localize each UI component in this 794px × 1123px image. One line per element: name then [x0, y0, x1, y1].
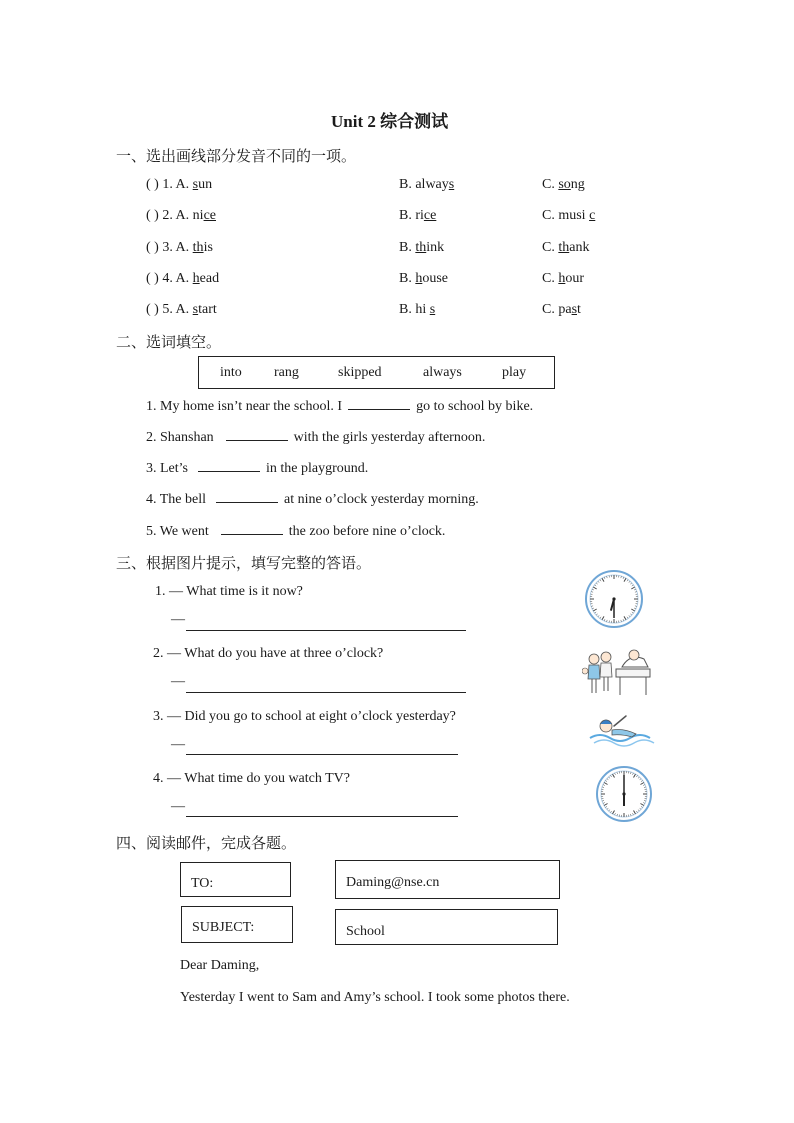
answer-paren[interactable]: ( ) — [146, 271, 159, 286]
section3-heading: 三、根据图片提示，填写完整的答语。 — [116, 556, 372, 572]
option-c-underlined: so — [558, 177, 571, 192]
fill-blank[interactable] — [348, 397, 410, 410]
option-b-pre: B. alway — [399, 177, 449, 192]
option-c-post: ank — [569, 240, 590, 255]
option-a-underlined: ce — [203, 208, 216, 223]
answer-dash: — — [171, 612, 185, 627]
fill-blank[interactable] — [226, 428, 288, 441]
option-b — [399, 177, 454, 193]
sentence-text: with the girls yesterday afternoon. — [293, 430, 486, 445]
option-b-pre: B. ri — [399, 208, 424, 223]
answer-paren[interactable]: ( ) — [146, 208, 159, 223]
option-b — [399, 271, 448, 287]
answer-dash: — — [171, 737, 185, 752]
fill-sentence — [146, 397, 533, 415]
question-4: 4. — What time do you watch TV? — [153, 771, 350, 786]
option-c — [542, 177, 585, 193]
answer-line[interactable] — [186, 630, 466, 631]
word-bank-item: into — [220, 365, 242, 380]
answer-line[interactable] — [186, 816, 458, 817]
option-c-pre: C. — [542, 271, 559, 286]
option-c-underlined: c — [589, 208, 596, 223]
to-label-box — [180, 862, 291, 897]
option-b-pre: B. — [399, 271, 416, 286]
word-bank-item: play — [502, 365, 527, 380]
sentence-text: in the playground. — [266, 461, 369, 476]
answer-line[interactable] — [186, 692, 466, 693]
section2-heading: 二、选词填空。 — [116, 335, 222, 351]
option-c-underlined: th — [558, 240, 570, 255]
option-b-underlined: th — [415, 240, 427, 255]
subject-label-box — [181, 906, 293, 943]
option-c — [542, 302, 581, 318]
sentence-text: 1. My home isn’t near the school. I — [146, 399, 343, 414]
option-a-post: un — [198, 177, 213, 192]
option-c-pre: C. — [542, 240, 559, 255]
section1-heading: 一、选出画线部分发音不同的一项。 — [116, 149, 357, 165]
option-a-post: ead — [199, 271, 220, 286]
option-c-pre: C. musi — [542, 208, 590, 223]
item-number: 5. A. — [162, 302, 190, 317]
answer-paren[interactable]: ( ) — [146, 302, 159, 317]
option-b-underlined: s — [429, 302, 436, 317]
answer-line[interactable] — [186, 754, 458, 755]
music-lesson-icon — [582, 645, 658, 701]
option-b — [399, 302, 435, 318]
to-label: TO: — [191, 876, 214, 891]
fill-blank[interactable] — [221, 522, 283, 535]
page-title: Unit 2 综合测试 — [331, 112, 449, 131]
clock-icon — [583, 568, 645, 630]
option-a-underlined: h — [192, 271, 200, 286]
answer-dash: — — [171, 799, 185, 814]
option-b-post: ink — [426, 240, 445, 255]
option-b-underlined: h — [415, 271, 423, 286]
item-number: 3. A. — [162, 240, 190, 255]
email-body: Yesterday I went to Sam and Amy’s school. I took some photos there. — [180, 990, 570, 1005]
question-1: 1. — What time is it now? — [155, 584, 303, 599]
fill-sentence — [146, 490, 479, 508]
option-c-pre: C. — [542, 177, 559, 192]
option-b-pre: B. — [399, 240, 416, 255]
option-a-underlined: s — [192, 302, 199, 317]
option-c-post: ng — [570, 177, 585, 192]
question-2: 2. — What do you have at three o’clock? — [153, 646, 384, 661]
option-b-underlined: s — [448, 177, 455, 192]
to-value-box[interactable] — [335, 860, 560, 899]
list-item — [146, 240, 213, 256]
sentence-text: the zoo before nine o’clock. — [288, 524, 446, 539]
option-c-underlined: h — [558, 271, 566, 286]
subject-value-box[interactable] — [335, 909, 558, 945]
option-c — [542, 271, 584, 287]
option-a-post: tart — [198, 302, 217, 317]
word-bank-item: always — [423, 365, 462, 380]
answer-paren[interactable]: ( ) — [146, 240, 159, 255]
option-b-post: ouse — [422, 271, 449, 286]
word-bank-item: rang — [274, 365, 299, 380]
list-item — [146, 177, 212, 193]
sentence-text: go to school by bike. — [416, 399, 534, 414]
fill-sentence — [146, 459, 368, 477]
item-number: 2. A. — [162, 208, 190, 223]
section4-heading: 四、阅读邮件，完成各题。 — [116, 836, 297, 852]
answer-dash: — — [171, 674, 185, 689]
list-item — [146, 302, 217, 318]
option-a-underlined: s — [192, 177, 199, 192]
sentence-text: 3. Let’s — [146, 461, 188, 476]
subject-label: SUBJECT: — [192, 920, 255, 935]
swimming-icon — [586, 710, 656, 750]
subject-value: School — [346, 924, 385, 939]
answer-paren[interactable]: ( ) — [146, 177, 159, 192]
fill-blank[interactable] — [216, 490, 278, 503]
sentence-text: 2. Shanshan — [146, 430, 214, 445]
option-c-pre: C. pa — [542, 302, 572, 317]
option-c-post: t — [577, 302, 581, 317]
email-greeting: Dear Daming, — [180, 958, 260, 973]
option-a-pre: ni — [189, 208, 204, 223]
option-b — [399, 240, 444, 256]
option-c — [542, 208, 595, 224]
option-c — [542, 240, 589, 256]
word-bank — [198, 356, 555, 389]
option-a-post: is — [203, 240, 213, 255]
clock-icon — [594, 764, 654, 824]
item-number: 4. A. — [162, 271, 190, 286]
option-a-underlined: th — [192, 240, 204, 255]
option-b-pre: B. hi — [399, 302, 430, 317]
option-b — [399, 208, 436, 224]
fill-blank[interactable] — [198, 459, 260, 472]
option-c-post: our — [565, 271, 585, 286]
question-3: 3. — Did you go to school at eight o’clock yesterday? — [153, 709, 456, 724]
sentence-text: at nine o’clock yesterday morning. — [284, 492, 479, 507]
list-item — [146, 271, 219, 287]
to-value: Daming@nse.cn — [346, 875, 440, 890]
fill-sentence — [146, 428, 485, 446]
list-item — [146, 208, 216, 224]
sentence-text: 5. We went — [146, 524, 209, 539]
item-number: 1. A. — [162, 177, 190, 192]
word-bank-item: skipped — [338, 365, 382, 380]
option-c-underlined: s — [571, 302, 578, 317]
option-b-underlined: ce — [423, 208, 437, 223]
sentence-text: 4. The bell — [146, 492, 207, 507]
fill-sentence — [146, 522, 445, 540]
